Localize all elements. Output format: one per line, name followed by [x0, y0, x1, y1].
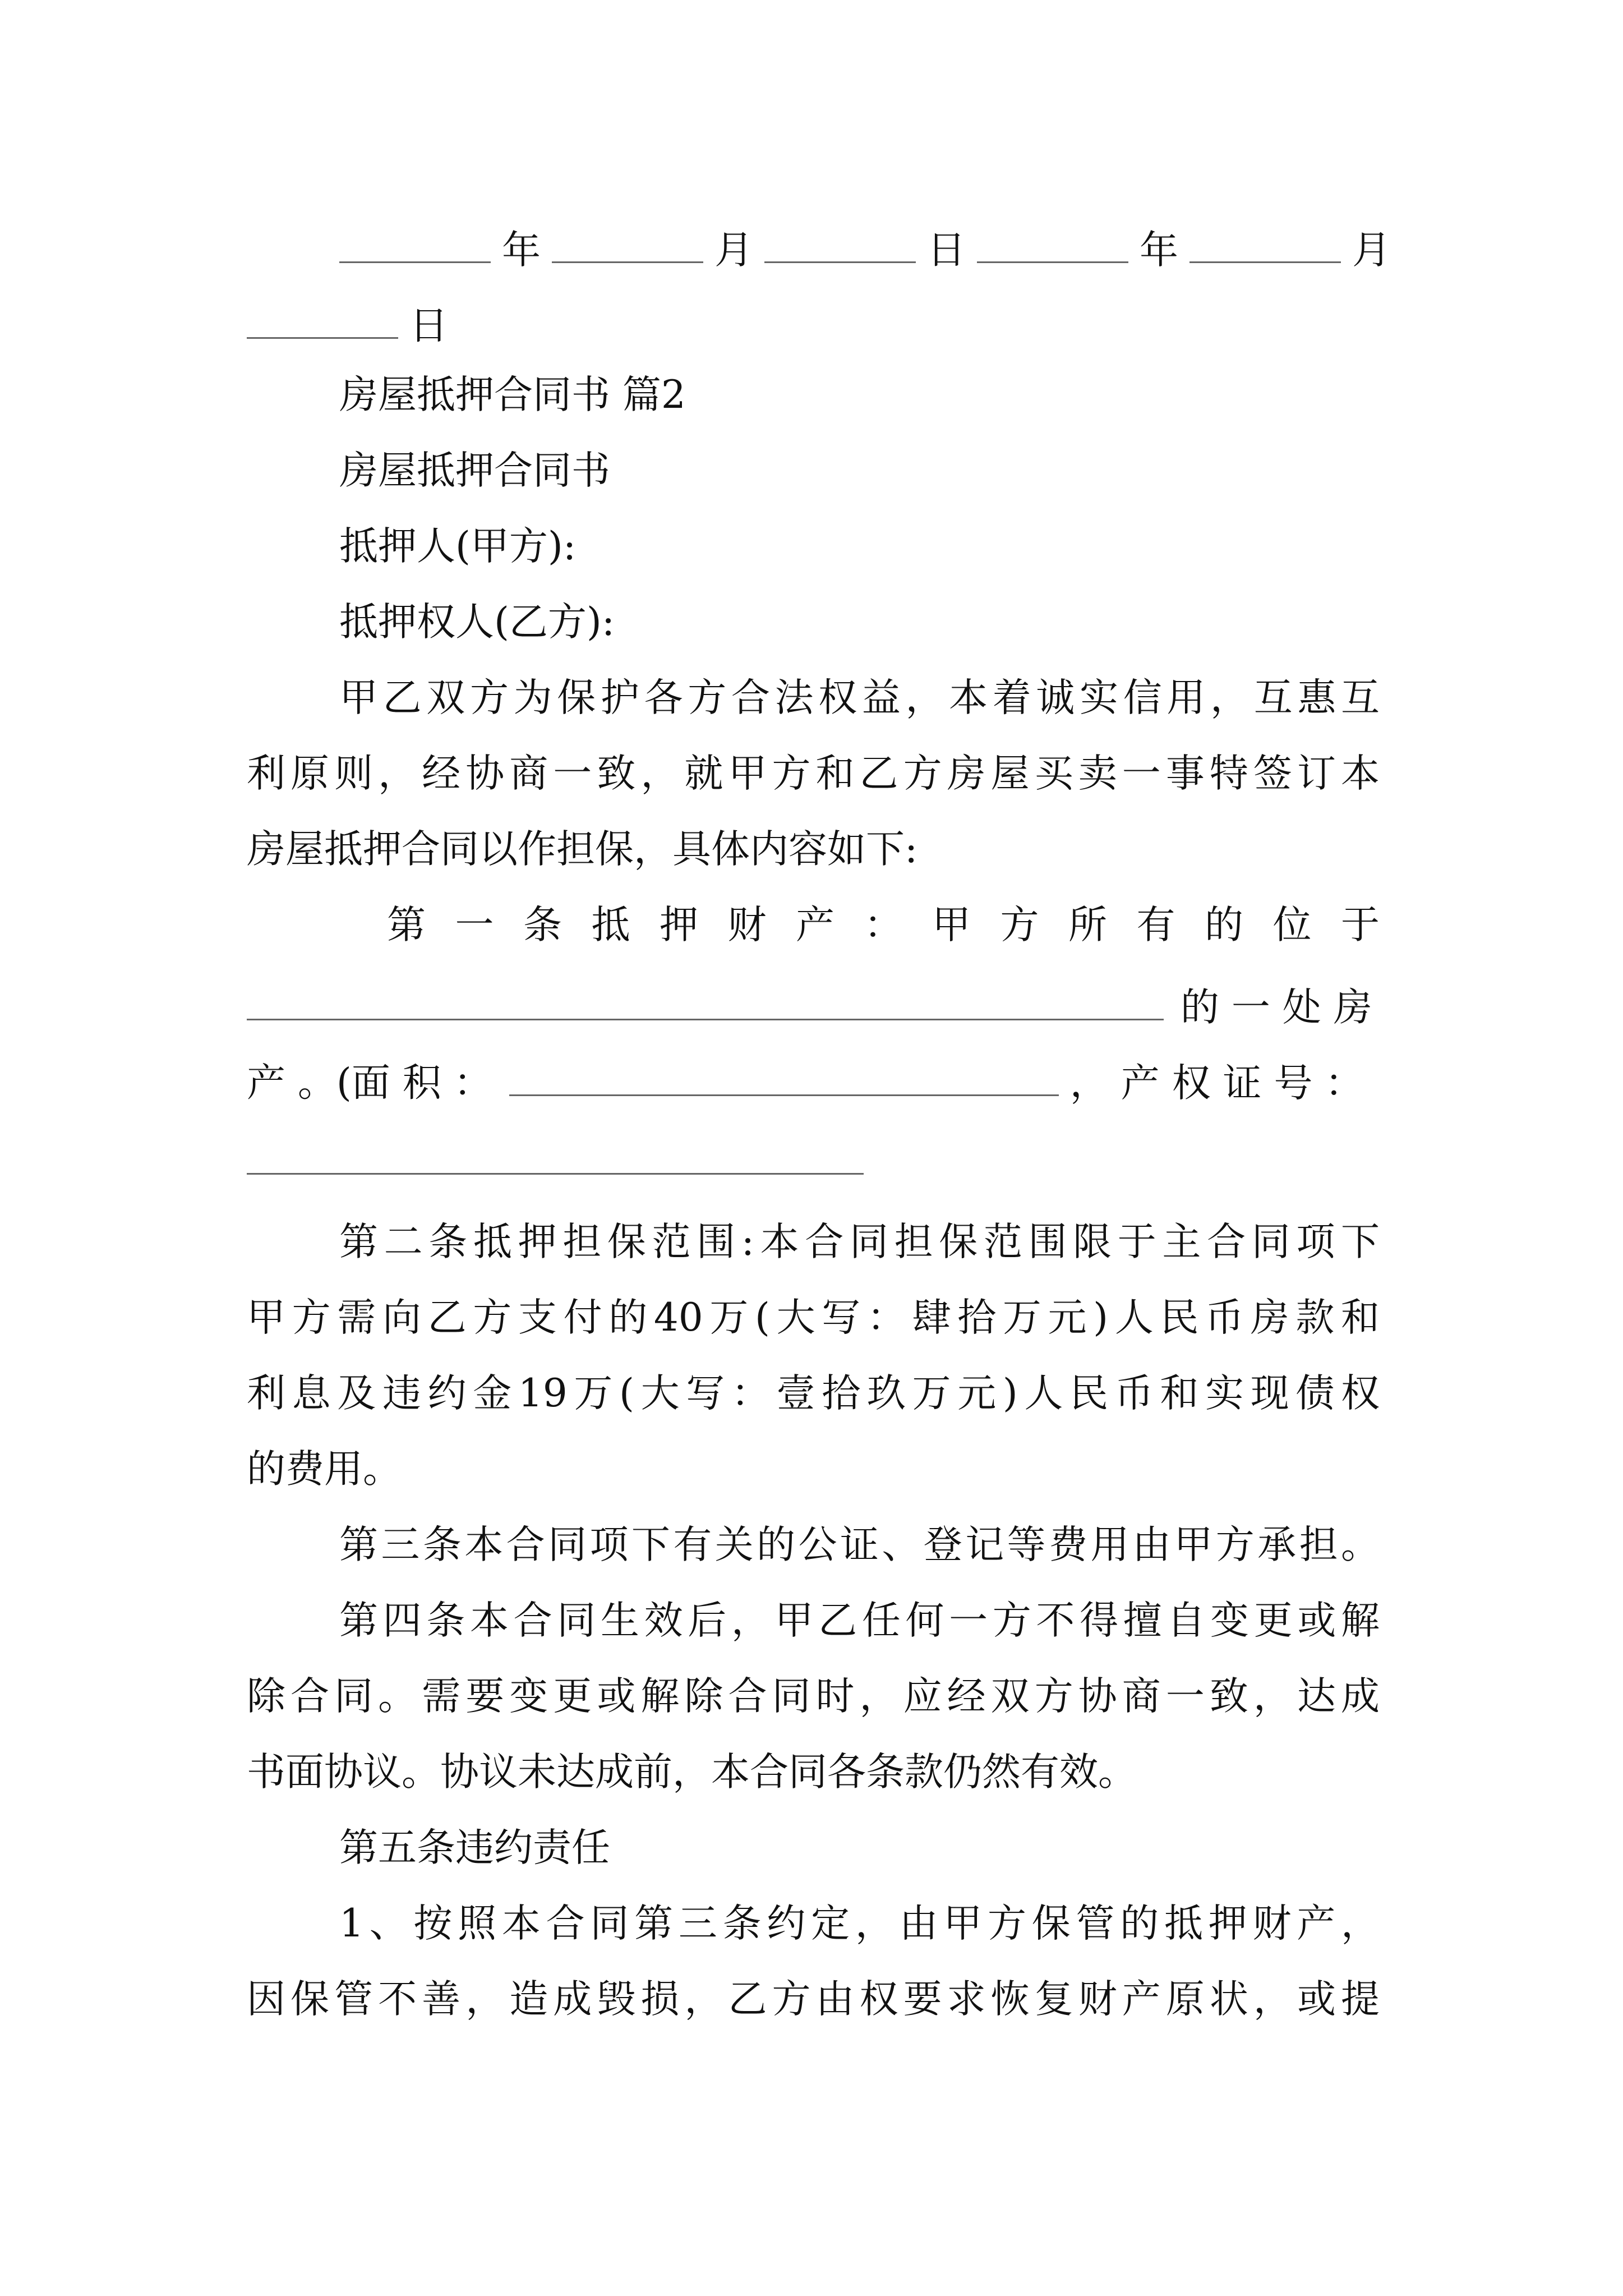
doc-title: 房屋抵押合同书 — [339, 448, 610, 493]
art4-line-3: 书面协议。协议未达成前，本合同各条款仍然有效。 — [247, 1750, 1137, 1795]
day-blank-1[interactable] — [764, 224, 916, 263]
art5-1-line-2: 因保管不善，造成毁损，乙方由权要求恢复财产原状，或提 — [247, 1977, 1380, 2022]
year-label-2: 年 — [1140, 227, 1178, 273]
art4-line-2: 除合同。需要变更或解除合同时，应经双方协商一致，达成 — [247, 1674, 1380, 1719]
art1-line-4 — [247, 1136, 864, 1181]
month-blank-2[interactable] — [1189, 224, 1341, 263]
year-label-1: 年 — [502, 227, 541, 273]
art4-line-1: 第四条本合同生效后，甲乙任何一方不得擅自变更或解 — [339, 1598, 1380, 1643]
date-line-cont — [247, 300, 448, 346]
art5-1-line-1: 1、按照本合同第三条约定，由甲方保管的抵押财产， — [339, 1901, 1380, 1946]
art1-line-2 — [247, 982, 1380, 1030]
art1-line-1: 第 一 条 抵 押 财 产 ： 甲 方 所 有 的 位 于 — [387, 903, 1380, 947]
art2-line-3: 利息及违约金19万(大写：壹拾玖万元)人民币和实现债权 — [247, 1371, 1380, 1416]
art1-line-3 — [247, 1057, 1364, 1106]
art5-title: 第五条违约责任 — [339, 1825, 610, 1870]
location-blank[interactable] — [247, 982, 1164, 1020]
month-label-2: 月 — [1352, 227, 1391, 273]
art1-line2-tail: 的 一 处 房 — [1181, 984, 1372, 1030]
intro-line-2: 利原则，经协商一致，就甲方和乙方房屋买卖一事特签订本 — [247, 751, 1380, 796]
party-a-label: 抵押人(甲方): — [339, 524, 577, 569]
day-label-1: 日 — [927, 227, 966, 273]
art2-line-1: 第二条抵押担保范围:本合同担保范围限于主合同项下 — [339, 1220, 1380, 1264]
intro-line-1: 甲乙双方为保护各方合法权益，本着诚实信用，互惠互 — [339, 675, 1380, 720]
year-blank-2[interactable] — [977, 224, 1128, 263]
party-b-label: 抵押权人(乙方): — [339, 600, 615, 645]
intro-line-3: 房屋抵押合同以作担保，具体内容如下: — [247, 827, 918, 872]
cert-no-blank[interactable] — [247, 1136, 864, 1175]
day-blank-2[interactable] — [247, 300, 398, 339]
art2-line-2: 甲方需向乙方支付的40万(大写：肆拾万元)人民币房款和 — [247, 1295, 1380, 1340]
area-blank[interactable] — [509, 1057, 1059, 1096]
cert-label: ， 产 权 证 号 ： — [1069, 1060, 1364, 1106]
art3-line: 第三条本合同项下有关的公证、登记等费用由甲方承担。 — [339, 1522, 1380, 1567]
date-line — [339, 224, 1391, 273]
day-label-2: 日 — [409, 303, 448, 348]
art2-line-4: 的费用。 — [247, 1447, 402, 1492]
month-blank-1[interactable] — [552, 224, 703, 263]
month-label-1: 月 — [714, 227, 753, 273]
area-label: 产 。(面 积 ： — [247, 1060, 492, 1106]
section-title: 房屋抵押合同书 篇2 — [339, 372, 686, 417]
year-blank-1[interactable] — [339, 224, 491, 263]
